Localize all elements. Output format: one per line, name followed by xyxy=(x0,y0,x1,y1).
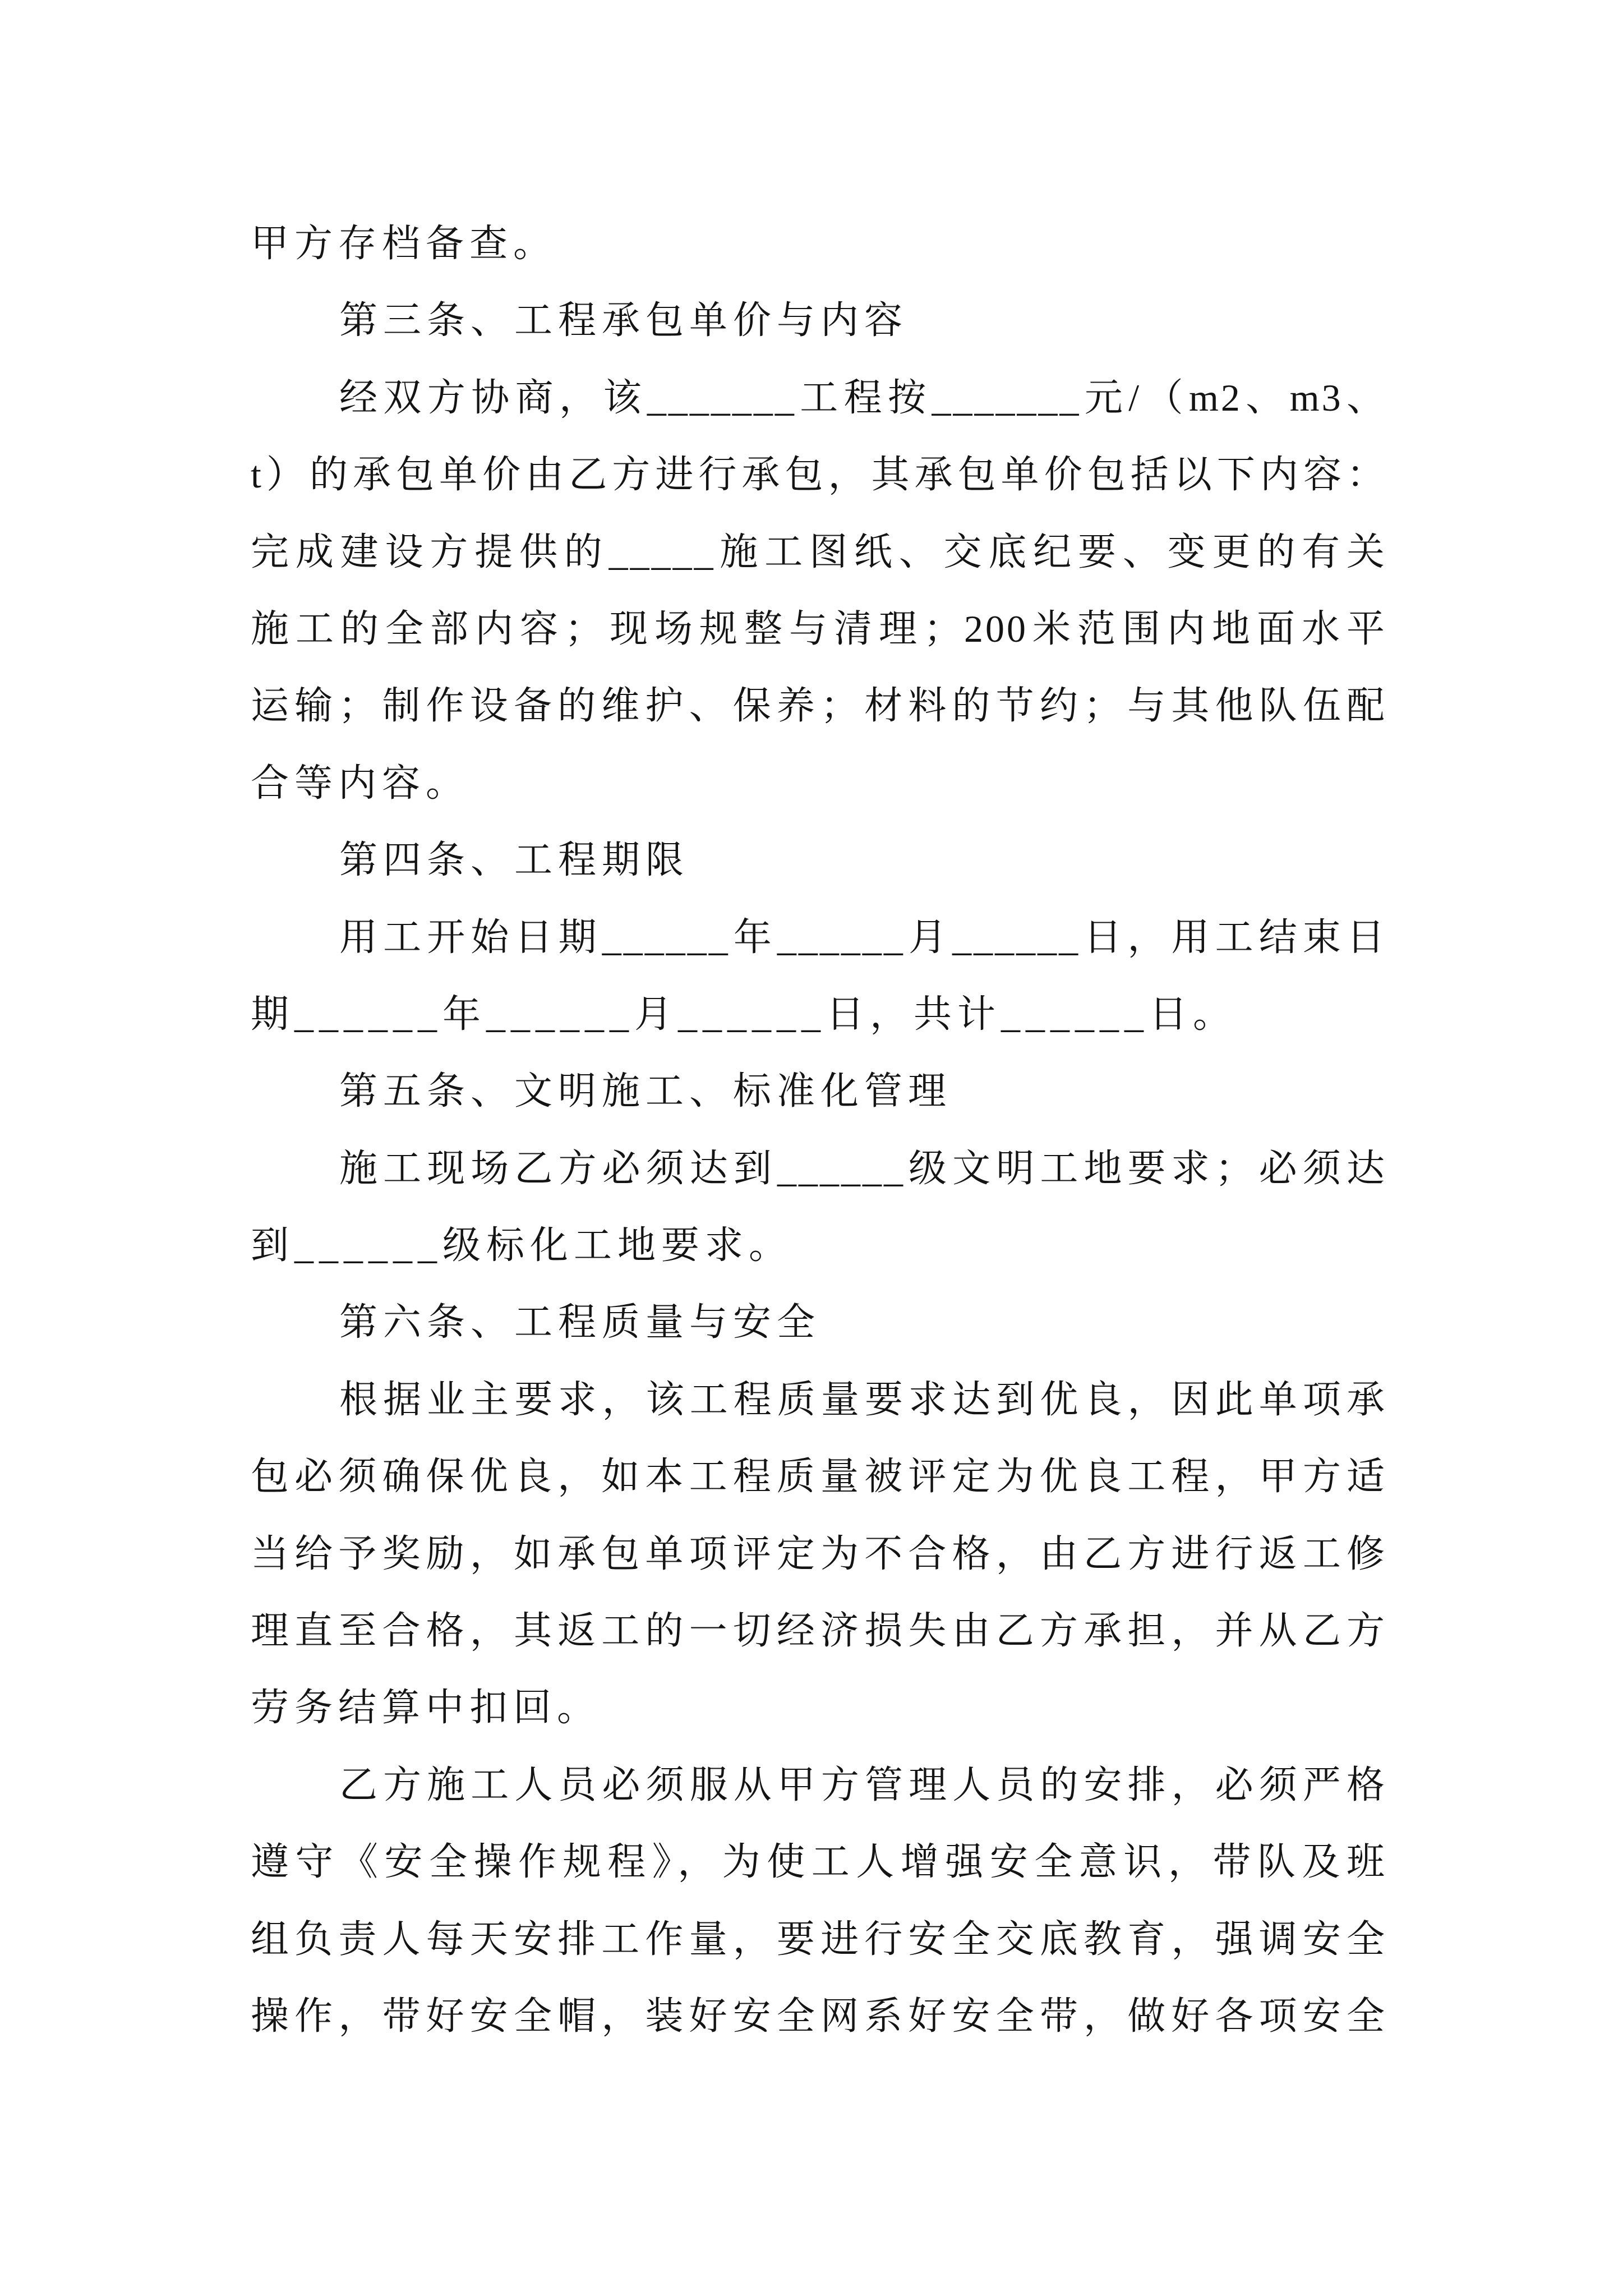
paragraph-line: 组负责人每天安排工作量，要进行安全交底教育，强调安全 xyxy=(251,1917,1387,1961)
paragraph-line: 施工现场乙方必须达到______级文明工地要求；必须达 xyxy=(339,1147,1387,1190)
paragraph-line: 甲方存档备查。 xyxy=(251,222,557,265)
paragraph-line: 乙方施工人员必须服从甲方管理人员的安排，必须严格 xyxy=(339,1763,1387,1806)
document-body xyxy=(251,205,1387,2055)
section-heading: 第四条、工程期限 xyxy=(339,839,690,882)
paragraph-line: 包必须确保优良，如本工程质量被评定为优良工程，甲方适 xyxy=(251,1455,1387,1498)
section-heading: 第六条、工程质量与安全 xyxy=(339,1301,821,1344)
paragraph-line: 遵守《安全操作规程》，为使工人增强安全意识，带队及班 xyxy=(251,1841,1387,1884)
paragraph-line: 理直至合格，其返工的一切经济损失由乙方承担，并从乙方 xyxy=(251,1609,1387,1653)
paragraph-line: 施工的全部内容；现场规整与清理；200米范围内地面水平 xyxy=(251,607,1387,650)
paragraph-line: 合等内容。 xyxy=(251,761,470,804)
paragraph-line: 根据业主要求，该工程质量要求达到优良，因此单项承 xyxy=(339,1378,1387,1421)
section-heading: 第五条、文明施工、标准化管理 xyxy=(339,1070,952,1113)
paragraph-line: 完成建设方提供的_____施工图纸、交底纪要、变更的有关 xyxy=(251,530,1387,573)
paragraph-line: 经双方协商，该_______工程按_______元/（m2、m3、 xyxy=(339,376,1387,419)
paragraph-line: 运输；制作设备的维护、保养；材料的节约；与其他队伍配 xyxy=(251,684,1387,728)
paragraph-line: 期______年______月______日，共计______日。 xyxy=(251,992,1237,1036)
paragraph-line: 劳务结算中扣回。 xyxy=(251,1686,601,1729)
paragraph-line: 当给予奖励，如承包单项评定为不合格，由乙方进行返工修 xyxy=(251,1532,1387,1575)
paragraph-line: 操作，带好安全帽，装好安全网系好安全带，做好各项安全 xyxy=(251,1994,1387,2037)
section-heading: 第三条、工程承包单价与内容 xyxy=(339,299,909,342)
paragraph-line: t）的承包单价由乙方进行承包，其承包单价包括以下内容： xyxy=(251,453,1387,496)
paragraph-line: 用工开始日期______年______月______日，用工结束日 xyxy=(339,915,1387,959)
paragraph-line: 到______级标化工地要求。 xyxy=(251,1224,793,1267)
